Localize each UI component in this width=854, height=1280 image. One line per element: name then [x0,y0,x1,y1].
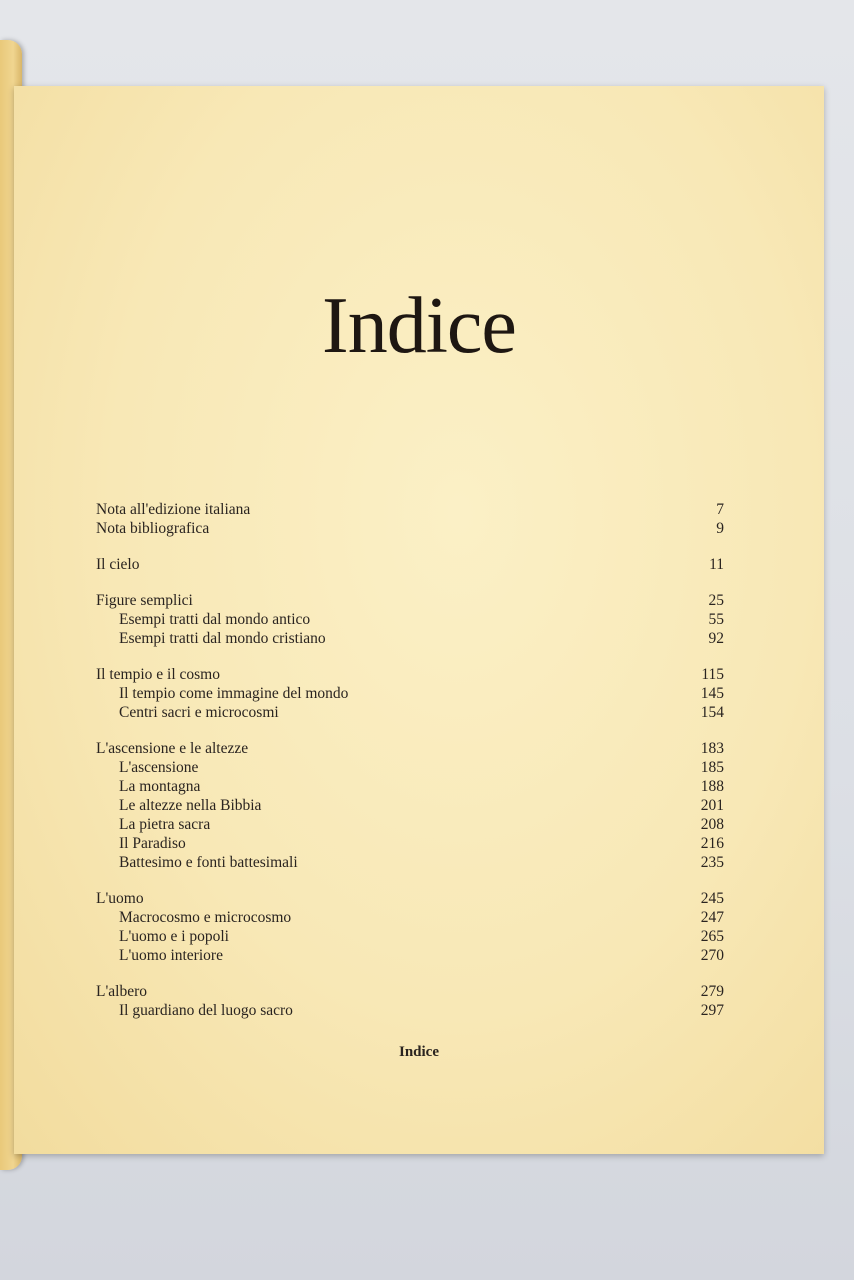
toc-subentry [96,796,724,815]
toc-page-number: 245 [700,890,724,907]
toc-entry-label: Le altezze nella Bibbia [119,797,262,814]
toc-page-number: 216 [700,835,724,852]
book-page [14,86,824,1154]
toc-entry-label: Battesimo e fonti battesimali [119,854,298,871]
toc-page-number: 7 [716,501,724,518]
toc-subentry [96,703,724,722]
toc-subentry [96,834,724,853]
toc-entry [96,519,724,538]
toc-page-number: 208 [700,816,724,833]
toc-subentry [96,1001,724,1020]
toc-page-number: 11 [709,556,724,573]
toc-subentry [96,610,724,629]
toc-page-number: 265 [700,928,724,945]
toc-page-number: 55 [708,611,724,628]
toc-subentry [96,908,724,927]
toc-page-number: 185 [700,759,724,776]
table-of-contents [96,500,724,1037]
toc-entry [96,500,724,519]
toc-page-number: 201 [700,797,724,814]
toc-entry [96,555,724,574]
toc-entry [96,591,724,610]
toc-page-number: 279 [700,983,724,1000]
toc-section [96,591,724,648]
toc-page-number: 115 [701,666,724,683]
toc-entry-label: Esempi tratti dal mondo antico [119,611,311,628]
toc-subentry [96,927,724,946]
page-footer: Indice [398,1044,439,1060]
toc-entry-label: La pietra sacra [119,816,211,833]
toc-page-number: 297 [700,1002,724,1019]
toc-subentry [96,684,724,703]
toc-page-number: 145 [700,685,724,702]
toc-entry-label: Il tempio e il cosmo [96,666,220,683]
toc-subentry [96,946,724,965]
page-title: Indice [322,282,516,370]
toc-page-number: 154 [700,704,724,721]
toc-page-number: 270 [700,947,724,964]
toc-page-number: 188 [700,778,724,795]
toc-section [96,889,724,965]
toc-entry-label: L'ascensione [119,759,199,776]
toc-entry [96,665,724,684]
toc-entry-label: La montagna [119,778,201,795]
toc-entry-label: Figure semplici [96,592,193,609]
toc-entry-label: L'uomo interiore [119,947,223,964]
toc-subentry [96,629,724,648]
toc-entry-label: Esempi tratti dal mondo cristiano [119,630,326,647]
toc-page-number: 25 [708,592,724,609]
toc-page-number: 235 [700,854,724,871]
toc-page-number: 9 [716,520,724,537]
toc-subentry [96,815,724,834]
toc-entry [96,889,724,908]
toc-entry-label: Il cielo [96,556,140,573]
toc-section [96,555,724,574]
toc-section [96,665,724,722]
toc-subentry [96,758,724,777]
toc-section [96,982,724,1020]
toc-section [96,500,724,538]
toc-page-number: 247 [700,909,724,926]
toc-entry-label: Nota all'edizione italiana [96,501,251,518]
toc-entry-label: Il guardiano del luogo sacro [119,1002,293,1019]
toc-entry-label: L'albero [96,983,147,1000]
toc-page-number: 92 [708,630,724,647]
toc-entry-label: Nota bibliografica [96,520,210,537]
toc-page-number: 183 [700,740,724,757]
toc-entry-label: Il Paradiso [119,835,186,852]
toc-entry-label: L'uomo e i popoli [119,928,229,945]
toc-entry-label: L'ascensione e le altezze [96,740,249,757]
toc-entry [96,982,724,1001]
toc-subentry [96,853,724,872]
toc-entry-label: Centri sacri e microcosmi [119,704,279,721]
toc-entry-label: Il tempio come immagine del mondo [119,685,349,702]
toc-entry-label: L'uomo [96,890,144,907]
toc-entry [96,739,724,758]
toc-subentry [96,777,724,796]
toc-section [96,739,724,872]
toc-entry-label: Macrocosmo e microcosmo [119,909,292,926]
